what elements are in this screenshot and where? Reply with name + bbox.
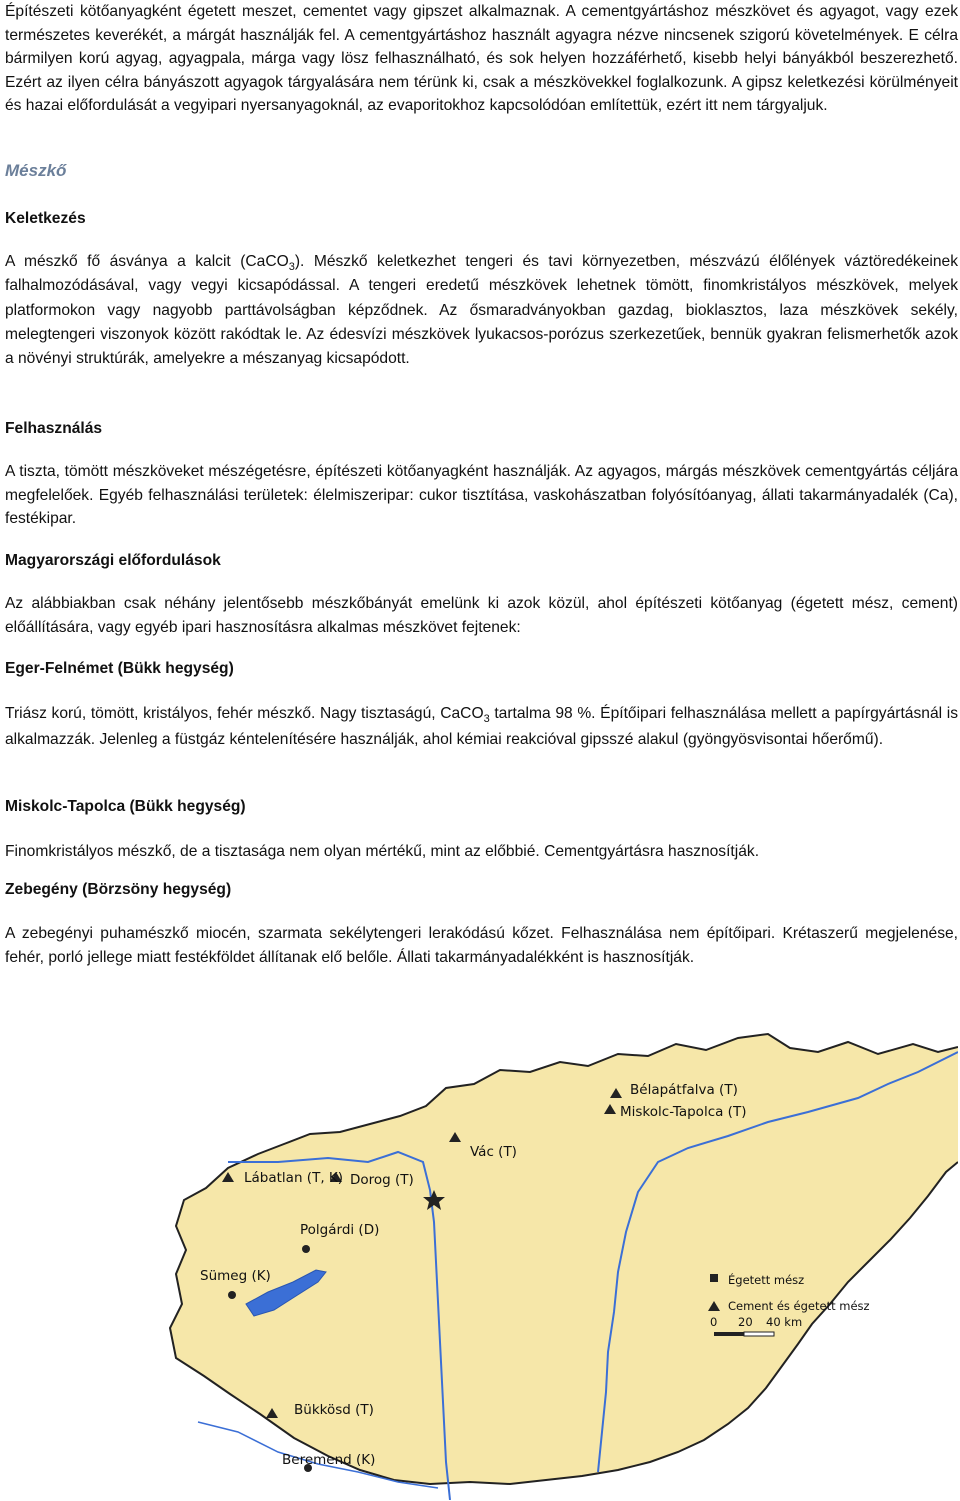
scale-segment-1 xyxy=(714,1332,744,1336)
zebegeny-text: A zebegényi puhamészkő miocén, szarmata sekélytengeri lerakódású kőzet. Felhasználása nem építőipari. Krétaszerű megjelenése, fehér, porló jellege miatt festékföldet állítanak elő belőle. Állati takarmányadalékként is hasznosítják. xyxy=(5,925,958,966)
keletkezes-text-a: A mészkő fő ásványa a kalcit (CaCO xyxy=(5,253,289,270)
map-svg xyxy=(78,1012,958,1500)
label-vac: Vác (T) xyxy=(470,1144,517,1160)
miskolc-heading: Miskolc-Tapolca (Bükk hegység) xyxy=(5,798,246,815)
label-sumeg: Sümeg (K) xyxy=(200,1268,271,1284)
scale-label-20: 20 xyxy=(738,1315,753,1329)
eger-text-a: Triász korú, tömött, kristályos, fehér mészkő. Nagy tisztaságú, CaCO xyxy=(5,705,484,722)
polgardi-marker xyxy=(302,1245,310,1253)
felhasznalas-heading: Felhasználás xyxy=(5,420,103,437)
keletkezes-text-b: ). Mészkő keletkezhet tengeri és tavi környezetben, mészvázú élőlények váztöredékeinek falhalmozódásával, vagy vegyi kicsapódással. A tengeri eredetű mészkövek lehetnek tömött, finomkristályos mészkövek, melyek platformokon vagy nagyobb parttávolságban képződnek. Az ősmaradványokban gazdag, bioklasztos, laza mészkövek sekély, melegtengeri viszonyok között rakódtak le. Az édesvízi mészkövek lyukacsos-porózus szerkezetűek, bennük gyakran felismerhetők azok a növényi struktúrák, amelyekre a mészanyag kicsapódott. xyxy=(5,253,958,368)
scale-label-40: 40 km xyxy=(766,1315,803,1329)
eger-text-b: tartalma 98 %. Építőipari felhasználása mellett a papírgyártásnál is alkalmazzák. Jelenleg a füstgáz kéntelenítésére használják, ahol kémiai reakcióval gipsszé alakul (gyöngyösvisontai hőerőmű). xyxy=(5,705,958,748)
scale-segment-2 xyxy=(744,1332,774,1336)
label-belapatfalva: Bélapátfalva (T) xyxy=(630,1082,738,1098)
magyar-paragraph xyxy=(5,592,958,639)
eger-heading: Eger-Felnémet (Bükk hegység) xyxy=(5,660,234,677)
label-labatlan: Lábatlan (T, K) xyxy=(244,1170,344,1186)
legend-item-2: Cement és égetett mész xyxy=(728,1299,870,1313)
felhasznalas-paragraph xyxy=(5,460,958,531)
label-miskolc-tapolca: Miskolc-Tapolca (T) xyxy=(620,1104,747,1120)
keletkezes-paragraph xyxy=(5,250,958,371)
zebegeny-paragraph xyxy=(5,922,958,969)
section-title: Mészkő xyxy=(5,161,67,180)
legend-item-1: Égetett mész xyxy=(728,1273,805,1287)
keletkezes-subscript: 3 xyxy=(288,261,295,273)
intro-paragraph: Építészeti kötőanyagként égetett meszet, cementet vagy gipszet alkalmaznak. A cementgyártáshoz mészkövet és agyagot, vagy ezek természetes keverékét, a márgát használják fel. A cementgyártáshoz használt agyagra nézve nincsenek szigorú követelmények. E célra bármilyen korú agyag, agyagpala, márga vagy lösz felhasználható, és sok helyen hozzáférhető, kisebb helyi bányákból beszerezhető. Ezért az ilyen célra bányászott agyagok tárgyalására nem térünk ki, csak a mészkövekkel foglalkozunk. A gipsz keletkezési körülményeit és hazai előfordulását a vegyipari nyersanyagoknál, az evaporitokhoz kapcsolódóan említettük, ezért itt nem tárgyaljuk. xyxy=(5,3,958,115)
label-beremend: Beremend (K) xyxy=(282,1452,376,1468)
magyar-heading: Magyarországi előfordulások xyxy=(5,552,221,569)
magyar-text: Az alábbiakban csak néhány jelentősebb mészkőbányát emelünk ki azok közül, ahol építészeti kötőanyag (égetett mész, cement) előállítására, vagy egyéb ipari hasznosításra alkalmas mészkövet fejtenek: xyxy=(5,595,958,636)
eger-paragraph xyxy=(5,701,958,753)
intro-section xyxy=(5,0,958,118)
label-dorog: Dorog (T) xyxy=(350,1172,414,1188)
scale-label-0: 0 xyxy=(710,1315,718,1329)
felhasznalas-text: A tiszta, tömött mészköveket mészégetésre, építészeti kötőanyagként használják. Az agyagos, márgás mészkövek cementgyártás céljára megfelelőek. Egyéb felhasználási területek: élelmiszeripar: cukor tisztítása, vaskohászatban folyósítóanyag, állati takarmányadalék (Ca), festékipar. xyxy=(5,463,958,528)
sumeg-marker xyxy=(228,1291,236,1299)
label-bukkosd: Bükkösd (T) xyxy=(294,1402,374,1418)
zebegeny-heading: Zebegény (Börzsöny hegység) xyxy=(5,881,232,898)
miskolc-paragraph xyxy=(5,840,958,864)
label-polgardi: Polgárdi (D) xyxy=(300,1222,380,1238)
miskolc-text: Finomkristályos mészkő, de a tisztasága nem olyan mértékű, mint az előbbié. Cementgyártásra hasznosítják. xyxy=(5,843,760,860)
legend-square-icon xyxy=(710,1274,718,1282)
eger-subscript: 3 xyxy=(483,713,490,725)
hungary-map xyxy=(78,1012,958,1500)
keletkezes-heading: Keletkezés xyxy=(5,210,86,227)
